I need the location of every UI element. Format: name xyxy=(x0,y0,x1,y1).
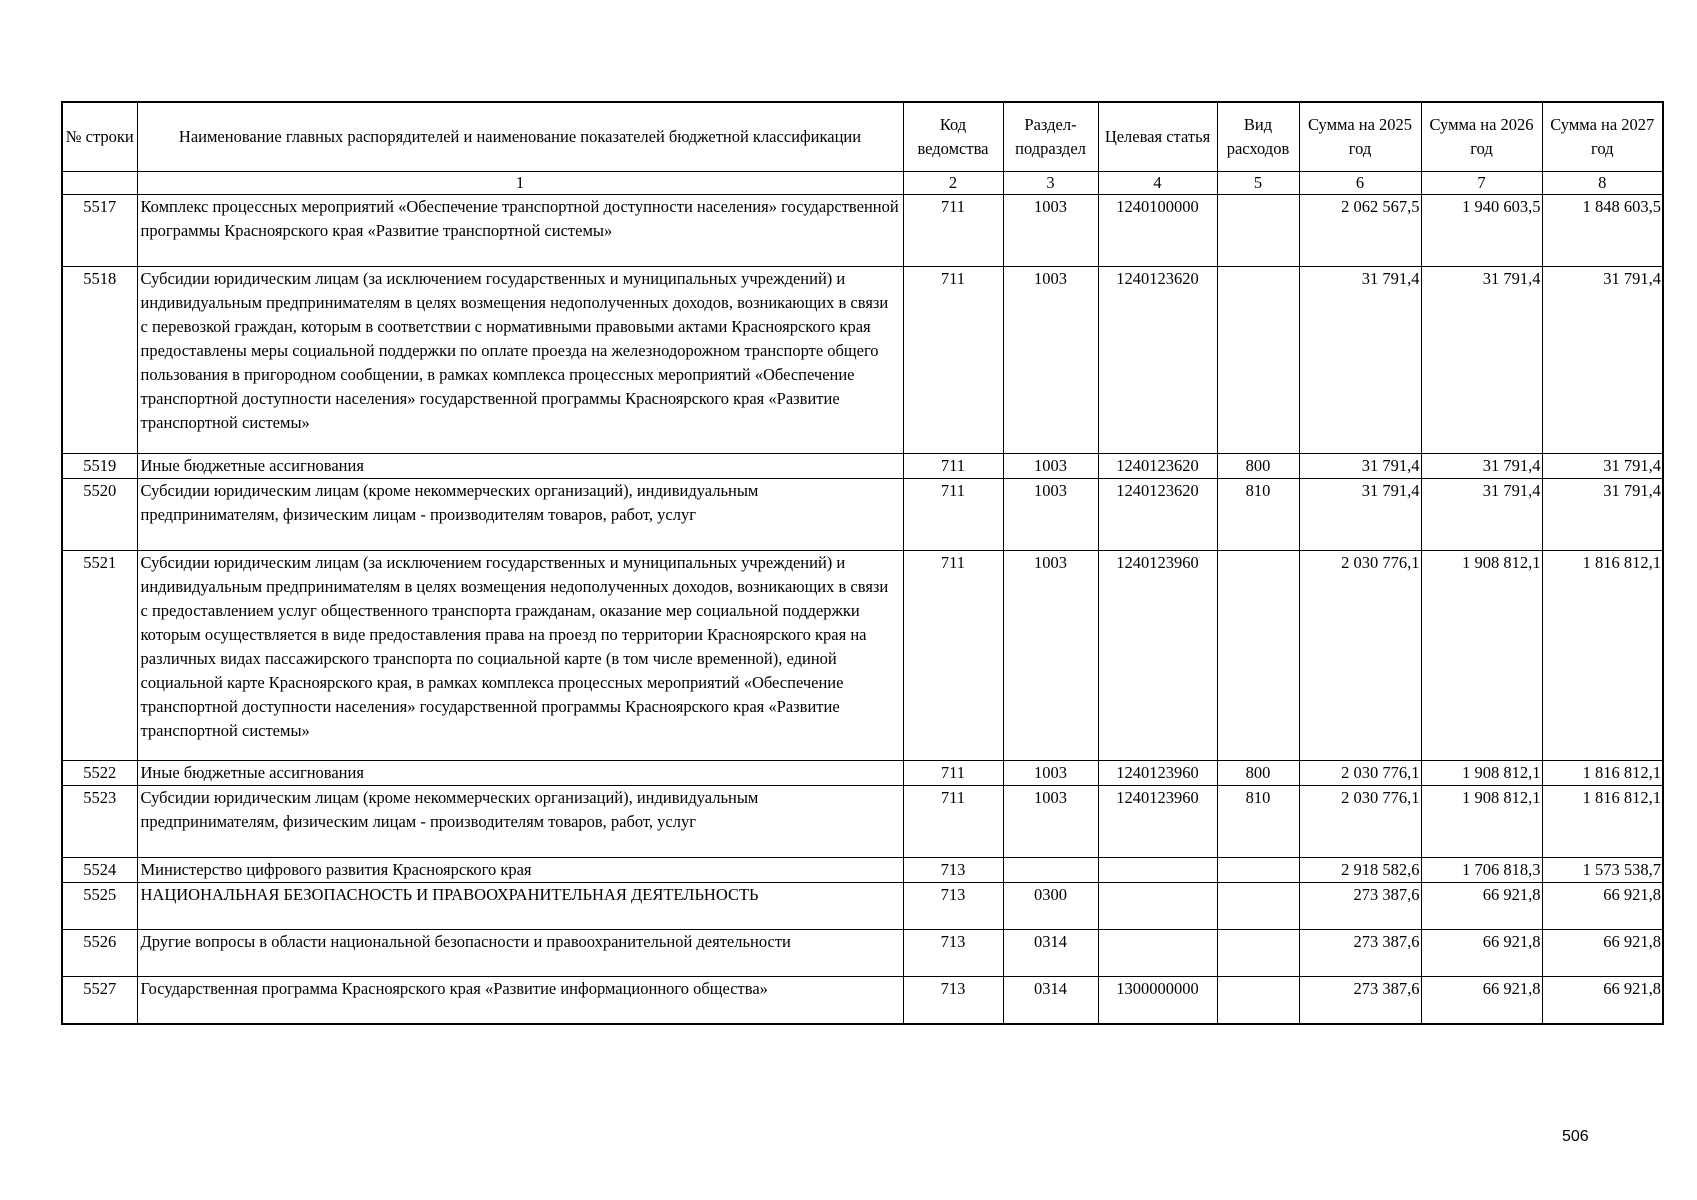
table-row xyxy=(62,883,1663,930)
section-code: 1003 xyxy=(1003,267,1098,454)
sum-2027: 66 921,8 xyxy=(1542,977,1663,1025)
header-expense-kind: Вид расходов xyxy=(1217,102,1299,172)
column-number: 1 xyxy=(137,172,903,195)
header-section: Раздел-подраздел xyxy=(1003,102,1098,172)
row-number: 5524 xyxy=(62,858,137,883)
sum-2025: 273 387,6 xyxy=(1299,883,1421,930)
target-article: 1240100000 xyxy=(1098,195,1217,267)
sum-2026: 66 921,8 xyxy=(1421,883,1542,930)
target-article: 1300000000 xyxy=(1098,977,1217,1025)
sum-2025: 31 791,4 xyxy=(1299,267,1421,454)
header-sum-2027: Сумма на 2027 год xyxy=(1542,102,1663,172)
sum-2027: 1 816 812,1 xyxy=(1542,786,1663,858)
sum-2025: 2 030 776,1 xyxy=(1299,786,1421,858)
column-number: 7 xyxy=(1421,172,1542,195)
sum-2027: 31 791,4 xyxy=(1542,267,1663,454)
section-code: 0314 xyxy=(1003,977,1098,1025)
item-name: Другие вопросы в области национальной безопасности и правоохранительной деятельности xyxy=(137,930,903,977)
item-name: Субсидии юридическим лицам (за исключением государственных и муниципальных учреждений) и индивидуальным предпринимателям в целях возмещения недополученных доходов, возникающих в связи с перевозкой граждан, которым в соответствии с нормативными правовыми актами Красноярского края предоставлены меры социальной поддержки по оплате проезда на железнодорожном транспорте общего пользования в пригородном сообщении, в рамках комплекса процессных мероприятий «Обеспечение транспортной доступности населения» государственной программы Красноярского края «Развитие транспортной системы» xyxy=(137,267,903,454)
row-number: 5517 xyxy=(62,195,137,267)
item-name: Субсидии юридическим лицам (кроме некоммерческих организаций), индивидуальным предпринимателям, физическим лицам - производителям товаров, работ, услуг xyxy=(137,479,903,551)
department-code: 711 xyxy=(903,786,1003,858)
sum-2026: 1 940 603,5 xyxy=(1421,195,1542,267)
sum-2026: 31 791,4 xyxy=(1421,267,1542,454)
sum-2027: 66 921,8 xyxy=(1542,930,1663,977)
department-code: 711 xyxy=(903,479,1003,551)
row-number: 5518 xyxy=(62,267,137,454)
item-name: Субсидии юридическим лицам (кроме некоммерческих организаций), индивидуальным предпринимателям, физическим лицам - производителям товаров, работ, услуг xyxy=(137,786,903,858)
item-name: НАЦИОНАЛЬНАЯ БЕЗОПАСНОСТЬ И ПРАВООХРАНИТЕЛЬНАЯ ДЕЯТЕЛЬНОСТЬ xyxy=(137,883,903,930)
expense-kind xyxy=(1217,858,1299,883)
sum-2026: 1 908 812,1 xyxy=(1421,786,1542,858)
expense-kind xyxy=(1217,930,1299,977)
expense-kind: 800 xyxy=(1217,761,1299,786)
target-article: 1240123620 xyxy=(1098,267,1217,454)
department-code: 711 xyxy=(903,195,1003,267)
section-code: 1003 xyxy=(1003,761,1098,786)
item-name: Субсидии юридическим лицам (за исключением государственных и муниципальных учреждений) и индивидуальным предпринимателям в целях возмещения недополученных доходов, возникающих в связи с предоставлением услуг общественного транспорта гражданам, оказание мер социальной поддержки которым осуществляется в виде предоставления права на проезд по территории Красноярского края на различных видах пассажирского транспорта по социальной карте (в том числе временной), единой социальной карте Красноярского края, в рамках комплекса процессных мероприятий «Обеспечение транспортной доступности населения» государственной программы Красноярского края «Развитие транспортной системы» xyxy=(137,551,903,761)
table-row xyxy=(62,267,1663,454)
table-row xyxy=(62,930,1663,977)
table-row xyxy=(62,551,1663,761)
item-name: Государственная программа Красноярского края «Развитие информационного общества» xyxy=(137,977,903,1025)
target-article xyxy=(1098,883,1217,930)
sum-2026: 66 921,8 xyxy=(1421,930,1542,977)
department-code: 713 xyxy=(903,977,1003,1025)
department-code: 713 xyxy=(903,883,1003,930)
sum-2026: 31 791,4 xyxy=(1421,479,1542,551)
department-code: 711 xyxy=(903,551,1003,761)
table-row xyxy=(62,479,1663,551)
table-row xyxy=(62,454,1663,479)
sum-2025: 2 918 582,6 xyxy=(1299,858,1421,883)
section-code: 1003 xyxy=(1003,786,1098,858)
department-code: 713 xyxy=(903,858,1003,883)
table-row xyxy=(62,195,1663,267)
header-sum-2026: Сумма на 2026 год xyxy=(1421,102,1542,172)
column-number: 8 xyxy=(1542,172,1663,195)
sum-2025: 2 062 567,5 xyxy=(1299,195,1421,267)
row-number: 5519 xyxy=(62,454,137,479)
sum-2025: 2 030 776,1 xyxy=(1299,551,1421,761)
page-number: 506 xyxy=(1562,1128,1589,1145)
table-row xyxy=(62,977,1663,1025)
sum-2027: 1 816 812,1 xyxy=(1542,761,1663,786)
sum-2025: 2 030 776,1 xyxy=(1299,761,1421,786)
header-target-article: Целевая статья xyxy=(1098,102,1217,172)
expense-kind xyxy=(1217,195,1299,267)
section-code: 0300 xyxy=(1003,883,1098,930)
sum-2027: 1 573 538,7 xyxy=(1542,858,1663,883)
column-numbers-row xyxy=(62,172,1663,195)
row-number: 5527 xyxy=(62,977,137,1025)
sum-2027: 66 921,8 xyxy=(1542,883,1663,930)
column-number: 6 xyxy=(1299,172,1421,195)
sum-2027: 31 791,4 xyxy=(1542,479,1663,551)
expense-kind: 810 xyxy=(1217,479,1299,551)
target-article: 1240123960 xyxy=(1098,761,1217,786)
sum-2027: 31 791,4 xyxy=(1542,454,1663,479)
sum-2026: 1 706 818,3 xyxy=(1421,858,1542,883)
column-number: 4 xyxy=(1098,172,1217,195)
item-name: Министерство цифрового развития Красноярского края xyxy=(137,858,903,883)
row-number: 5522 xyxy=(62,761,137,786)
sum-2025: 273 387,6 xyxy=(1299,930,1421,977)
section-code: 1003 xyxy=(1003,479,1098,551)
header-row xyxy=(62,102,1663,172)
sum-2027: 1 848 603,5 xyxy=(1542,195,1663,267)
expense-kind xyxy=(1217,267,1299,454)
table-row xyxy=(62,786,1663,858)
target-article: 1240123620 xyxy=(1098,479,1217,551)
sum-2026: 1 908 812,1 xyxy=(1421,551,1542,761)
expense-kind xyxy=(1217,551,1299,761)
target-article xyxy=(1098,858,1217,883)
target-article: 1240123960 xyxy=(1098,786,1217,858)
column-number xyxy=(62,172,137,195)
section-code: 1003 xyxy=(1003,195,1098,267)
row-number: 5521 xyxy=(62,551,137,761)
row-number: 5526 xyxy=(62,930,137,977)
header-name: Наименование главных распорядителей и наименование показателей бюджетной классификации xyxy=(137,102,903,172)
column-number: 2 xyxy=(903,172,1003,195)
expense-kind xyxy=(1217,883,1299,930)
row-number: 5520 xyxy=(62,479,137,551)
expense-kind: 810 xyxy=(1217,786,1299,858)
table-row xyxy=(62,761,1663,786)
target-article: 1240123620 xyxy=(1098,454,1217,479)
item-name: Комплекс процессных мероприятий «Обеспечение транспортной доступности населения» государственной программы Красноярского края «Развитие транспортной системы» xyxy=(137,195,903,267)
sum-2026: 31 791,4 xyxy=(1421,454,1542,479)
target-article xyxy=(1098,930,1217,977)
expense-kind xyxy=(1217,977,1299,1025)
sum-2025: 273 387,6 xyxy=(1299,977,1421,1025)
header-department-code: Код ведомства xyxy=(903,102,1003,172)
budget-table xyxy=(61,101,1664,1025)
item-name: Иные бюджетные ассигнования xyxy=(137,454,903,479)
column-number: 3 xyxy=(1003,172,1098,195)
sum-2025: 31 791,4 xyxy=(1299,479,1421,551)
header-sum-2025: Сумма на 2025 год xyxy=(1299,102,1421,172)
section-code xyxy=(1003,858,1098,883)
section-code: 1003 xyxy=(1003,551,1098,761)
department-code: 711 xyxy=(903,267,1003,454)
row-number: 5523 xyxy=(62,786,137,858)
sum-2026: 66 921,8 xyxy=(1421,977,1542,1025)
expense-kind: 800 xyxy=(1217,454,1299,479)
sum-2025: 31 791,4 xyxy=(1299,454,1421,479)
column-number: 5 xyxy=(1217,172,1299,195)
sum-2027: 1 816 812,1 xyxy=(1542,551,1663,761)
row-number: 5525 xyxy=(62,883,137,930)
table-row xyxy=(62,858,1663,883)
header-row-number: № строки xyxy=(62,102,137,172)
section-code: 1003 xyxy=(1003,454,1098,479)
section-code: 0314 xyxy=(1003,930,1098,977)
table-body xyxy=(62,172,1663,1025)
department-code: 713 xyxy=(903,930,1003,977)
item-name: Иные бюджетные ассигнования xyxy=(137,761,903,786)
department-code: 711 xyxy=(903,761,1003,786)
target-article: 1240123960 xyxy=(1098,551,1217,761)
department-code: 711 xyxy=(903,454,1003,479)
sum-2026: 1 908 812,1 xyxy=(1421,761,1542,786)
